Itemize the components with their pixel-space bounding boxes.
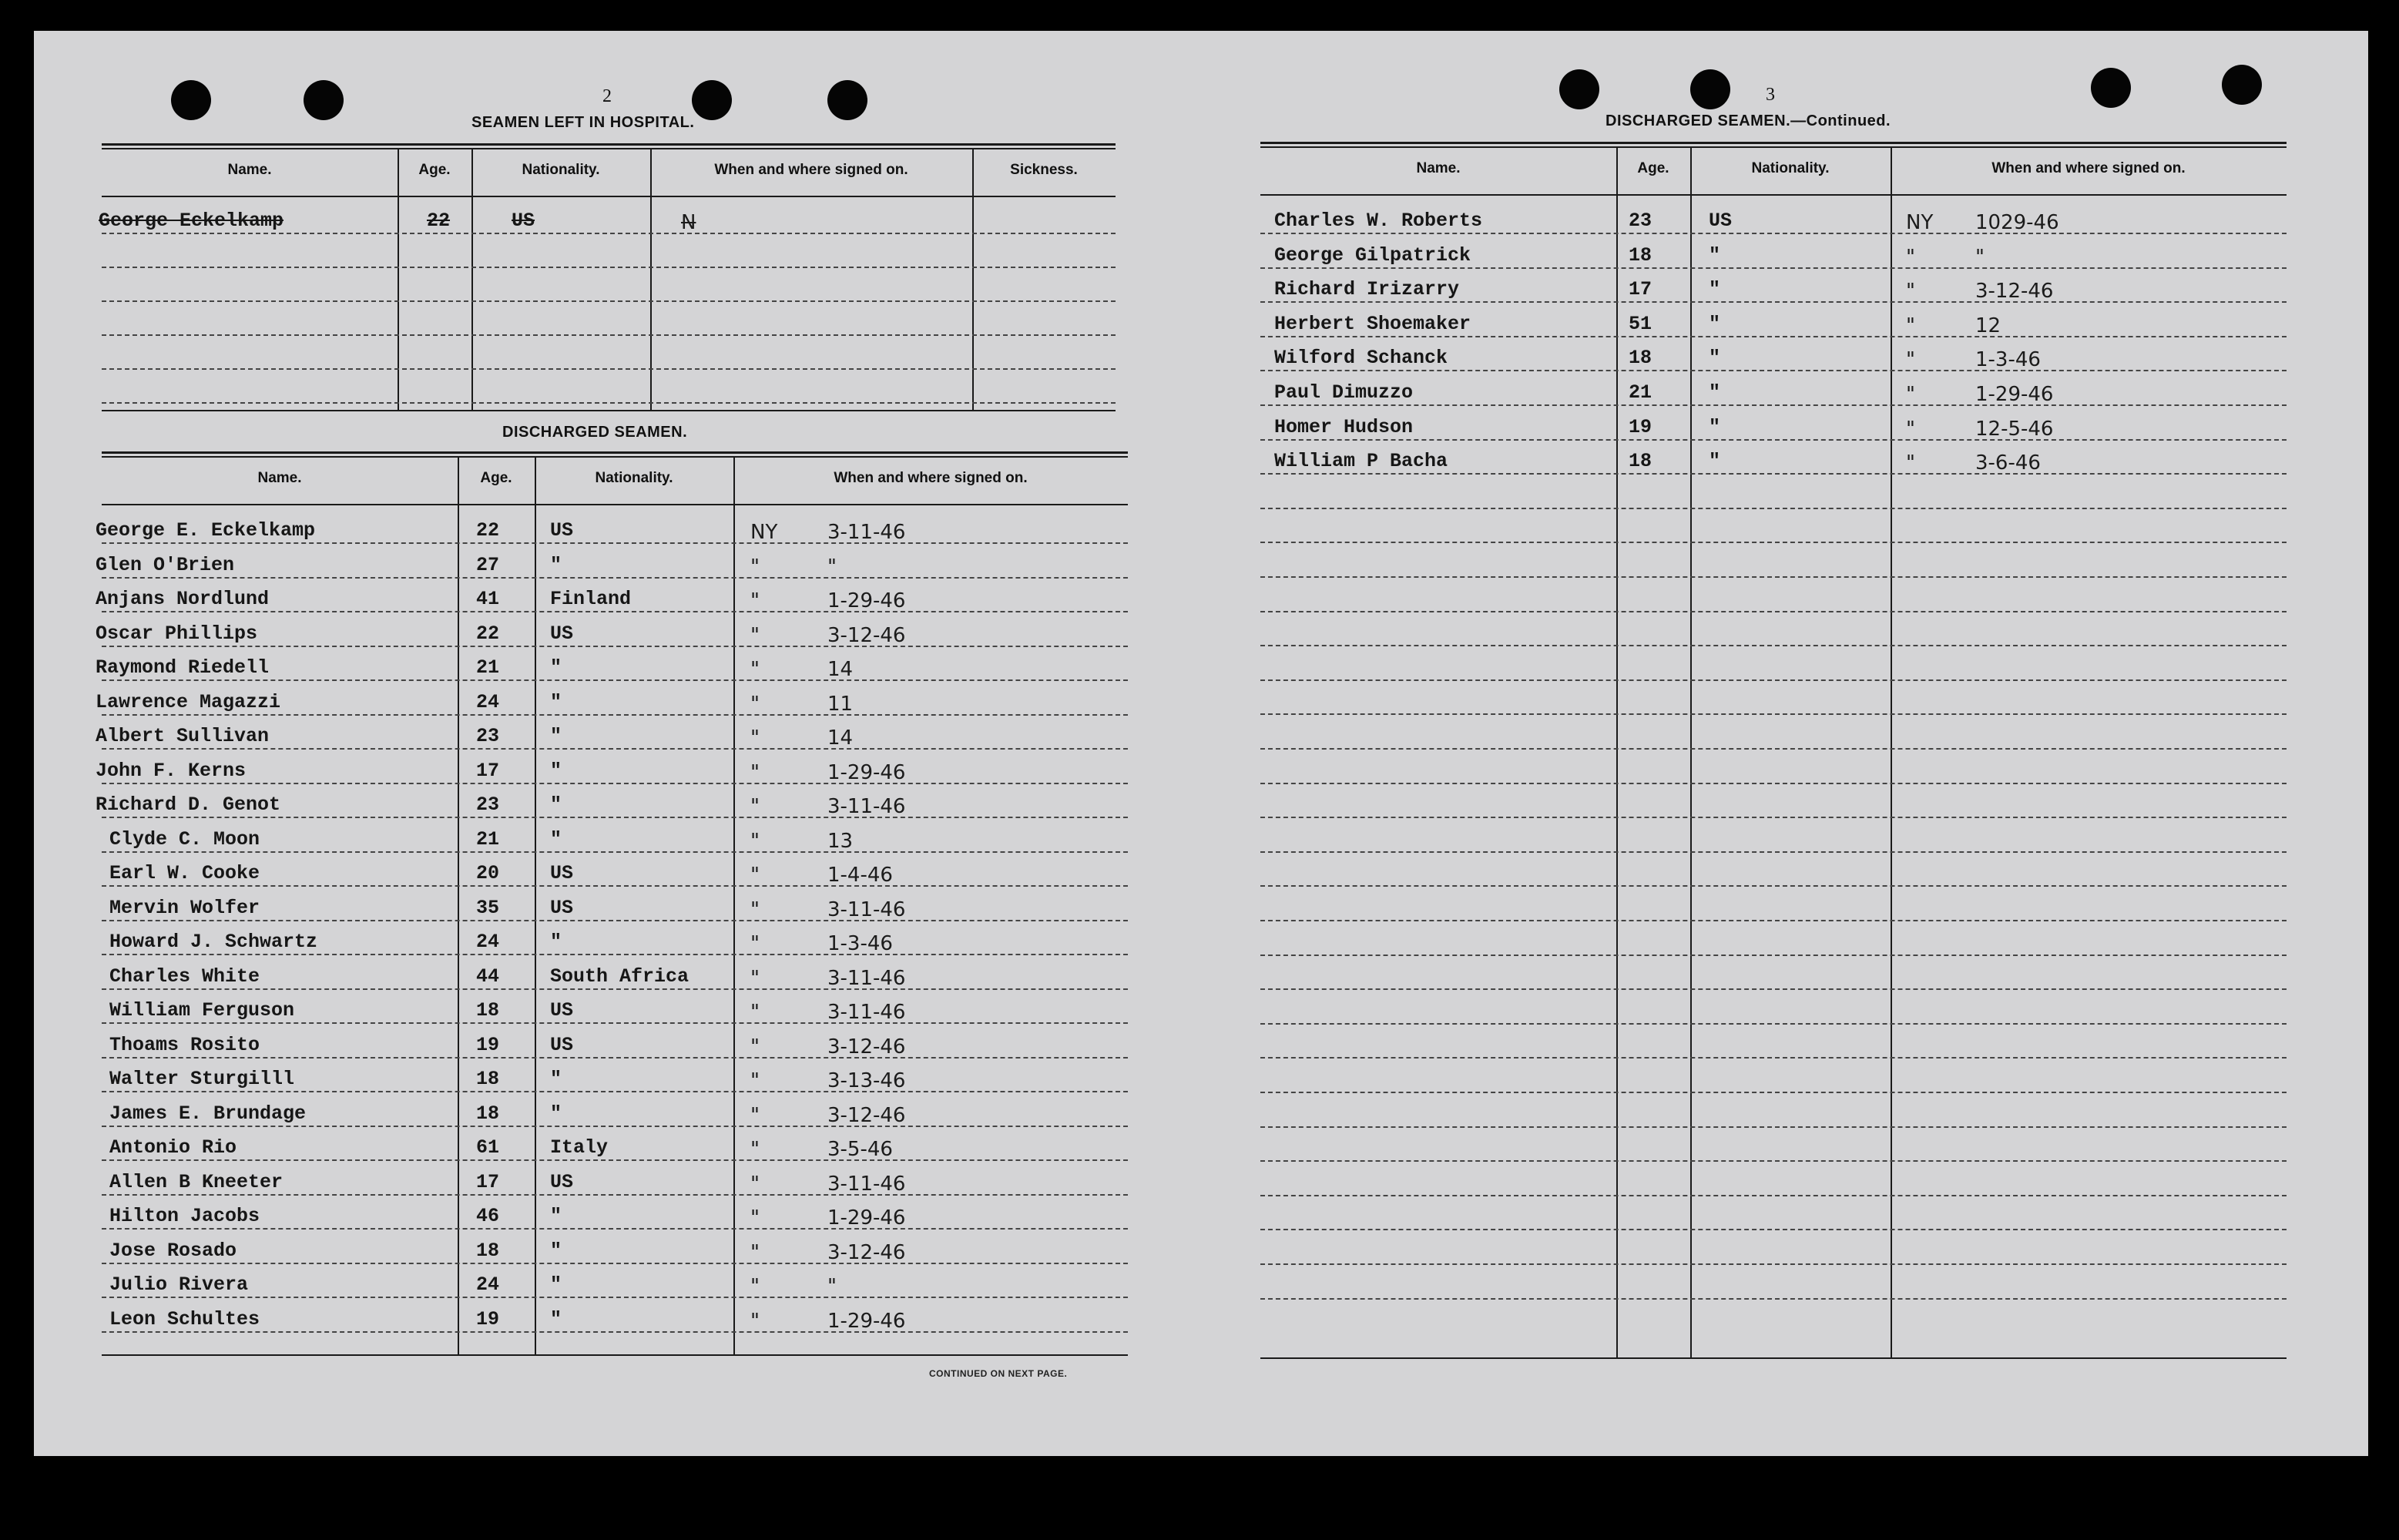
seaman-nationality: " — [550, 827, 562, 851]
row-line — [1260, 370, 2287, 371]
signed-on-place: " — [750, 932, 760, 955]
signed-on-place: " — [750, 658, 760, 681]
row-line — [102, 611, 1128, 612]
row-line — [1260, 336, 2287, 337]
row-line — [1260, 783, 2287, 784]
seaman-age: 23 — [1629, 210, 1652, 232]
seaman-age: 27 — [476, 553, 500, 576]
seaman-age: 41 — [476, 588, 500, 610]
table-top-rule — [102, 456, 1128, 458]
seaman-nationality: US — [550, 862, 574, 884]
row-line — [1260, 473, 2287, 475]
row-line — [102, 679, 1128, 681]
seaman-name: Homer Hudson — [1274, 415, 1414, 438]
row-line — [1260, 713, 2287, 715]
row-line — [102, 1263, 1128, 1264]
signed-on-place: " — [750, 589, 760, 612]
row-line — [102, 300, 1116, 302]
column-header: Age. — [480, 470, 512, 486]
signed-on-place: " — [750, 1240, 760, 1264]
row-line — [1260, 679, 2287, 681]
seaman-name: Thoams Rosito — [109, 1033, 260, 1056]
table-top-rule — [102, 451, 1128, 454]
seaman-name: Lawrence Magazzi — [96, 690, 281, 713]
signed-on-date: 3-6-46 — [1975, 451, 2041, 475]
seaman-nationality: " — [550, 553, 562, 576]
column-divider — [733, 456, 735, 1354]
signed-on-date: 3-11-46 — [827, 521, 906, 544]
seaman-age: 19 — [1629, 415, 1652, 438]
punch-hole — [692, 80, 732, 120]
seaman-nationality: US — [550, 999, 574, 1022]
seaman-name: Earl W. Cooke — [109, 862, 260, 884]
seaman-age: 17 — [1629, 278, 1652, 301]
seaman-nationality: " — [550, 1273, 562, 1296]
column-header: Name. — [257, 470, 302, 486]
signed-on-date: 1029-46 — [1975, 211, 2059, 234]
signed-on-date: 3-5-46 — [827, 1138, 893, 1161]
table-top-rule — [1260, 142, 2287, 144]
seaman-nationality: " — [550, 725, 562, 747]
seaman-age: 18 — [1629, 450, 1652, 473]
row-line — [1260, 611, 2287, 612]
seaman-age: 23 — [476, 725, 500, 747]
signed-on-date: 3-11-46 — [827, 966, 906, 990]
seaman-nationality: US — [1709, 210, 1733, 232]
seaman-nationality: " — [1709, 381, 1721, 404]
column-header: When and where signed on. — [834, 470, 1028, 486]
row-line — [1260, 301, 2287, 303]
signed-on-date: 1-29-46 — [1975, 383, 2054, 406]
signed-on-place: " — [1906, 417, 1915, 441]
row-line — [1260, 1160, 2287, 1162]
seaman-name: Hilton Jacobs — [109, 1205, 260, 1227]
signed-on-date: 12-5-46 — [1975, 417, 2054, 441]
seaman-nationality: " — [550, 1205, 562, 1227]
column-header: Age. — [1637, 160, 1669, 176]
signed-on: N — [681, 211, 696, 234]
signed-on-place: " — [750, 1206, 760, 1230]
seaman-age: 20 — [476, 862, 500, 884]
signed-on-place: " — [750, 726, 760, 750]
row-line — [1260, 1298, 2287, 1300]
signed-on-date: 3-12-46 — [827, 1035, 906, 1059]
seaman-age: 17 — [476, 759, 500, 782]
seaman-name: William P Bacha — [1274, 450, 1448, 473]
table-bottom-rule — [102, 410, 1116, 411]
seaman-age: 24 — [476, 1273, 500, 1296]
seaman-nationality: US — [550, 622, 574, 645]
seaman-name: Albert Sullivan — [96, 725, 270, 747]
seaman-name: James E. Brundage — [109, 1102, 307, 1125]
seaman-age: 35 — [476, 896, 500, 919]
punch-hole — [2091, 68, 2131, 108]
seaman-age: 22 — [476, 519, 500, 542]
row-line — [102, 748, 1128, 750]
seaman-nationality: " — [1709, 450, 1721, 473]
row-line — [102, 714, 1128, 716]
signed-on-place: " — [1906, 314, 1915, 337]
seaman-nationality: Finland — [550, 588, 632, 610]
seaman-age: 44 — [476, 965, 500, 988]
row-line — [102, 334, 1116, 336]
punch-hole — [1690, 69, 1730, 109]
signed-on-date: 3-11-46 — [827, 795, 906, 818]
seaman-name: Allen B Kneeter — [109, 1170, 284, 1193]
seaman-age: 18 — [476, 1239, 500, 1262]
seaman-name: Richard Irizarry — [1274, 278, 1460, 301]
signed-on-place: " — [750, 864, 760, 887]
seaman-name: William Ferguson — [109, 999, 295, 1022]
column-header: Name. — [1416, 160, 1461, 176]
signed-on-date: 1-29-46 — [827, 1309, 906, 1333]
seaman-nationality: " — [550, 1102, 562, 1125]
row-line — [1260, 988, 2287, 990]
row-line — [102, 1331, 1128, 1333]
row-line — [102, 1159, 1128, 1161]
seaman-name: George Eckelkamp — [99, 210, 284, 232]
seaman-name: Raymond Riedell — [96, 656, 270, 679]
signed-on-date: 3-12-46 — [827, 1240, 906, 1264]
row-line — [102, 1297, 1128, 1298]
row-line — [1260, 1195, 2287, 1196]
table-top-rule — [102, 143, 1116, 146]
seaman-nationality: " — [1709, 312, 1721, 335]
signed-on-place: " — [1906, 280, 1915, 304]
signed-on-place: " — [750, 829, 760, 853]
signed-on-place: " — [750, 897, 760, 921]
row-line — [102, 267, 1116, 268]
seaman-nationality: " — [550, 1239, 562, 1262]
crew-list-sheet — [34, 31, 2368, 1456]
seaman-name: Antonio Rio — [109, 1136, 237, 1159]
signed-on-place: " — [750, 692, 760, 716]
seaman-age: 22 — [476, 622, 500, 645]
signed-on-date: 13 — [827, 829, 854, 853]
signed-on-date: 3-11-46 — [827, 897, 906, 921]
row-line — [1260, 508, 2287, 509]
signed-on-place: " — [750, 1275, 760, 1298]
row-line — [102, 1228, 1128, 1230]
seaman-nationality: " — [1709, 415, 1721, 438]
punch-hole — [171, 80, 211, 120]
row-line — [1260, 1023, 2287, 1025]
row-line — [102, 577, 1128, 579]
row-line — [102, 542, 1128, 544]
seaman-age: 18 — [1629, 243, 1652, 267]
seaman-nationality: " — [550, 1307, 562, 1330]
row-line — [102, 1022, 1128, 1024]
row-line — [102, 920, 1128, 921]
seaman-nationality: US — [550, 1033, 574, 1056]
column-divider — [458, 456, 459, 1354]
signed-on-date: 14 — [827, 658, 854, 681]
row-line — [1260, 1092, 2287, 1093]
seaman-name: Howard J. Schwartz — [109, 931, 318, 953]
signed-on-date: " — [827, 1275, 837, 1298]
seaman-name: George Gilpatrick — [1274, 243, 1471, 267]
signed-on-place: " — [750, 623, 760, 647]
row-line — [102, 402, 1116, 404]
seaman-nationality: Italy — [550, 1136, 609, 1159]
seaman-age: 22 — [427, 210, 451, 232]
column-header: Nationality. — [1751, 160, 1830, 176]
table-header-rule — [102, 196, 1116, 197]
seaman-age: 17 — [476, 1170, 500, 1193]
row-line — [1260, 645, 2287, 646]
seaman-name: Wilford Schanck — [1274, 347, 1448, 370]
row-line — [1260, 748, 2287, 750]
seaman-age: 19 — [476, 1033, 500, 1056]
row-line — [102, 783, 1128, 784]
signed-on-place: " — [750, 1001, 760, 1024]
seaman-name: Anjans Nordlund — [96, 588, 270, 610]
row-line — [102, 954, 1128, 955]
seaman-age: 24 — [476, 690, 500, 713]
seaman-name: Walter Sturgilll — [109, 1068, 295, 1090]
row-line — [102, 1057, 1128, 1059]
column-divider — [398, 148, 399, 410]
seaman-name: Clyde C. Moon — [109, 827, 260, 851]
signed-on-date: 3-12-46 — [1975, 280, 2054, 304]
column-header: When and where signed on. — [1991, 160, 2186, 176]
row-line — [102, 817, 1128, 818]
signed-on-place: " — [1906, 451, 1915, 475]
page-number: 2 — [602, 86, 612, 106]
table-bottom-rule — [1260, 1357, 2287, 1359]
page-number: 3 — [1766, 85, 1775, 105]
seaman-name: Richard D. Genot — [96, 793, 281, 816]
seaman-nationality: " — [1709, 243, 1721, 267]
row-line — [102, 1194, 1128, 1196]
signed-on-place: " — [750, 966, 760, 990]
seaman-name: George E. Eckelkamp — [96, 519, 316, 542]
signed-on-place: " — [750, 555, 760, 579]
seaman-nationality: " — [550, 793, 562, 816]
punch-hole — [827, 80, 867, 120]
seaman-name: Mervin Wolfer — [109, 896, 260, 919]
seaman-name: Charles W. Roberts — [1274, 210, 1483, 232]
signed-on-date: " — [827, 555, 837, 579]
seaman-nationality: " — [550, 690, 562, 713]
table-top-rule — [102, 148, 1116, 149]
hospital-section-title: SEAMEN LEFT IN HOSPITAL. — [471, 114, 695, 131]
seaman-nationality: " — [1709, 278, 1721, 301]
row-line — [1260, 851, 2287, 853]
seaman-age: 21 — [476, 827, 500, 851]
signed-on-place: " — [750, 1069, 760, 1092]
row-line — [1260, 1126, 2287, 1128]
seaman-age: 21 — [476, 656, 500, 679]
signed-on-place: " — [750, 1172, 760, 1196]
signed-on-place: " — [1906, 383, 1915, 406]
seaman-nationality: US — [550, 519, 574, 542]
signed-on-place: NY — [1906, 211, 1934, 234]
column-divider — [650, 148, 652, 410]
signed-on-place: " — [750, 1309, 760, 1333]
seaman-age: 24 — [476, 931, 500, 953]
signed-on-date: 3-11-46 — [827, 1001, 906, 1024]
column-divider — [471, 148, 473, 410]
column-header: When and where signed on. — [714, 162, 908, 178]
seaman-age: 61 — [476, 1136, 500, 1159]
seaman-name: Paul Dimuzzo — [1274, 381, 1414, 404]
seaman-age: 51 — [1629, 312, 1652, 335]
punch-hole — [1559, 69, 1599, 109]
seaman-name: Jose Rosado — [109, 1239, 237, 1262]
signed-on-date: 1-3-46 — [827, 932, 893, 955]
row-line — [1260, 1229, 2287, 1230]
signed-on-date: 3-12-46 — [827, 623, 906, 647]
seaman-age: 46 — [476, 1205, 500, 1227]
seaman-nationality: " — [1709, 347, 1721, 370]
row-line — [102, 1126, 1128, 1127]
row-line — [1260, 1057, 2287, 1059]
row-line — [102, 646, 1128, 647]
signed-on-place: " — [750, 1035, 760, 1059]
seaman-name: Herbert Shoemaker — [1274, 312, 1471, 335]
seaman-nationality: US — [550, 1170, 574, 1193]
table-bottom-rule — [102, 1354, 1128, 1356]
signed-on-date: 1-3-46 — [1975, 348, 2041, 372]
seaman-age: 18 — [476, 1102, 500, 1125]
seaman-name: Oscar Phillips — [96, 622, 258, 645]
signed-on-date: 1-29-46 — [827, 1206, 906, 1230]
seaman-age: 19 — [476, 1307, 500, 1330]
row-line — [1260, 817, 2287, 818]
seaman-nationality: " — [550, 1068, 562, 1090]
table-header-rule — [102, 504, 1128, 505]
column-header: Nationality. — [595, 470, 673, 486]
row-line — [1260, 1263, 2287, 1265]
signed-on-date: 1-29-46 — [827, 760, 906, 784]
signed-on-place: " — [1906, 245, 1915, 269]
seaman-age: 21 — [1629, 381, 1652, 404]
seaman-age: 23 — [476, 793, 500, 816]
seaman-age: 18 — [1629, 347, 1652, 370]
seaman-nationality: " — [550, 931, 562, 953]
signed-on-date: 3-12-46 — [827, 1103, 906, 1127]
row-line — [1260, 404, 2287, 406]
punch-hole — [304, 80, 344, 120]
column-divider — [1616, 146, 1618, 1357]
column-divider — [1891, 146, 1892, 1357]
table-top-rule — [1260, 146, 2287, 148]
seaman-nationality: " — [550, 759, 562, 782]
column-divider — [972, 148, 974, 410]
seaman-nationality: US — [550, 896, 574, 919]
seaman-name: Julio Rivera — [109, 1273, 249, 1296]
punch-hole — [2222, 65, 2262, 105]
signed-on-date: 11 — [827, 692, 854, 716]
discharged-continued-title: DISCHARGED SEAMEN.—Continued. — [1605, 112, 1891, 129]
signed-on-place: NY — [750, 521, 778, 544]
row-line — [1260, 576, 2287, 578]
signed-on-date: 1-4-46 — [827, 864, 893, 887]
row-line — [1260, 955, 2287, 956]
signed-on-date: 1-29-46 — [827, 589, 906, 612]
signed-on-place: " — [750, 1138, 760, 1161]
row-line — [102, 1091, 1128, 1092]
signed-on-date: 12 — [1975, 314, 2001, 337]
column-divider — [535, 456, 536, 1354]
row-line — [1260, 439, 2287, 441]
signed-on-place: " — [750, 795, 760, 818]
column-header: Sickness. — [1010, 162, 1078, 178]
signed-on-date: 3-11-46 — [827, 1172, 906, 1196]
continued-note: CONTINUED ON NEXT PAGE. — [929, 1368, 1068, 1379]
discharged-section-title: DISCHARGED SEAMEN. — [502, 424, 688, 441]
column-divider — [1690, 146, 1692, 1357]
signed-on-place: " — [750, 1103, 760, 1127]
row-line — [102, 233, 1116, 234]
signed-on-date: " — [1975, 245, 1985, 269]
signed-on-place: " — [1906, 348, 1915, 372]
seaman-nationality: South Africa — [550, 965, 690, 988]
row-line — [1260, 885, 2287, 887]
seaman-name: John F. Kerns — [96, 759, 247, 782]
row-line — [102, 885, 1128, 887]
table-header-rule — [1260, 194, 2287, 196]
seaman-age: 18 — [476, 1068, 500, 1090]
seaman-name: Leon Schultes — [109, 1307, 260, 1330]
row-line — [102, 988, 1128, 990]
signed-on-date: 14 — [827, 726, 854, 750]
column-header: Nationality. — [522, 162, 600, 178]
row-line — [1260, 267, 2287, 269]
seaman-name: Glen O'Brien — [96, 553, 235, 576]
signed-on-place: " — [750, 760, 760, 784]
row-line — [102, 368, 1116, 370]
row-line — [1260, 920, 2287, 921]
signed-on-date: 3-13-46 — [827, 1069, 906, 1092]
row-line — [102, 851, 1128, 853]
seaman-name: Charles White — [109, 965, 260, 988]
seaman-nationality: US — [512, 210, 535, 232]
seaman-age: 18 — [476, 999, 500, 1022]
row-line — [1260, 542, 2287, 543]
row-line — [1260, 233, 2287, 234]
column-header: Name. — [227, 162, 272, 178]
column-header: Age. — [418, 162, 451, 178]
seaman-nationality: " — [550, 656, 562, 679]
